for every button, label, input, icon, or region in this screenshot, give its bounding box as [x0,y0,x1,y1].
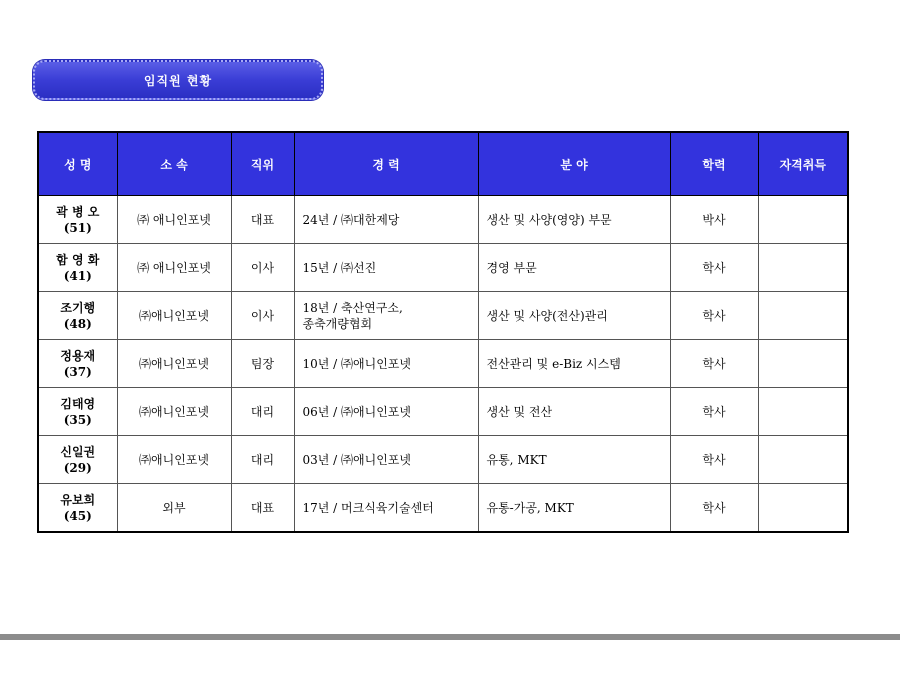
cell-position: 이사 [231,292,294,340]
cell-education: 학사 [670,292,758,340]
cell-name: 유보희 (45) [38,484,117,533]
cell-career: 10년 / ㈜애니인포넷 [294,340,478,388]
cell-position: 대표 [231,484,294,533]
cell-career: 17년 / 머크식육기술센터 [294,484,478,533]
header-education: 학력 [670,132,758,196]
cell-career: 03년 / ㈜애니인포넷 [294,436,478,484]
cell-affiliation: ㈜애니인포넷 [117,340,231,388]
cell-education: 학사 [670,484,758,533]
cell-field: 유통-가공, MKT [478,484,670,533]
cell-affiliation: ㈜애니인포넷 [117,292,231,340]
header-certification: 자격취득 [758,132,848,196]
table-row [38,484,848,533]
cell-name: 김태영 (35) [38,388,117,436]
cell-certification [758,388,848,436]
cell-career: 24년 / ㈜대한제당 [294,196,478,244]
table-row [38,196,848,244]
cell-certification [758,436,848,484]
cell-certification [758,292,848,340]
cell-position: 이사 [231,244,294,292]
cell-education: 학사 [670,388,758,436]
footer-divider [0,634,900,640]
cell-name: 조기행 (48) [38,292,117,340]
header-name: 성 명 [38,132,117,196]
cell-affiliation: ㈜애니인포넷 [117,388,231,436]
cell-certification [758,484,848,533]
cell-position: 팀장 [231,340,294,388]
cell-career: 18년 / 축산연구소, 종축개량협회 [294,292,478,340]
section-title: 임직원 현황 [143,73,213,88]
staff-table [37,131,849,533]
cell-field: 생산 및 사양(전산)관리 [478,292,670,340]
cell-name: 정용재 (37) [38,340,117,388]
cell-affiliation: ㈜ 애니인포넷 [117,196,231,244]
cell-affiliation: 외부 [117,484,231,533]
cell-career: 06년 / ㈜애니인포넷 [294,388,478,436]
section-title-banner [33,60,323,100]
cell-education: 학사 [670,244,758,292]
table-header-row [38,132,848,196]
header-field: 분 야 [478,132,670,196]
cell-position: 대표 [231,196,294,244]
cell-field: 생산 및 사양(영양) 부문 [478,196,670,244]
cell-field: 전산관리 및 e-Biz 시스템 [478,340,670,388]
cell-field: 생산 및 전산 [478,388,670,436]
cell-field: 경영 부문 [478,244,670,292]
table-row [38,292,848,340]
cell-career: 15년 / ㈜선진 [294,244,478,292]
cell-education: 학사 [670,436,758,484]
table-row [38,388,848,436]
cell-affiliation: ㈜ 애니인포넷 [117,244,231,292]
cell-name: 곽 병 오 (51) [38,196,117,244]
header-position: 직위 [231,132,294,196]
header-affiliation: 소 속 [117,132,231,196]
header-career: 경 력 [294,132,478,196]
cell-certification [758,340,848,388]
table-row [38,244,848,292]
cell-certification [758,244,848,292]
cell-field: 유통, MKT [478,436,670,484]
cell-certification [758,196,848,244]
cell-education: 박사 [670,196,758,244]
table-row [38,340,848,388]
cell-affiliation: ㈜애니인포넷 [117,436,231,484]
cell-position: 대리 [231,436,294,484]
cell-name: 신일권 (29) [38,436,117,484]
cell-education: 학사 [670,340,758,388]
table-row [38,436,848,484]
cell-name: 함 영 화 (41) [38,244,117,292]
cell-position: 대리 [231,388,294,436]
